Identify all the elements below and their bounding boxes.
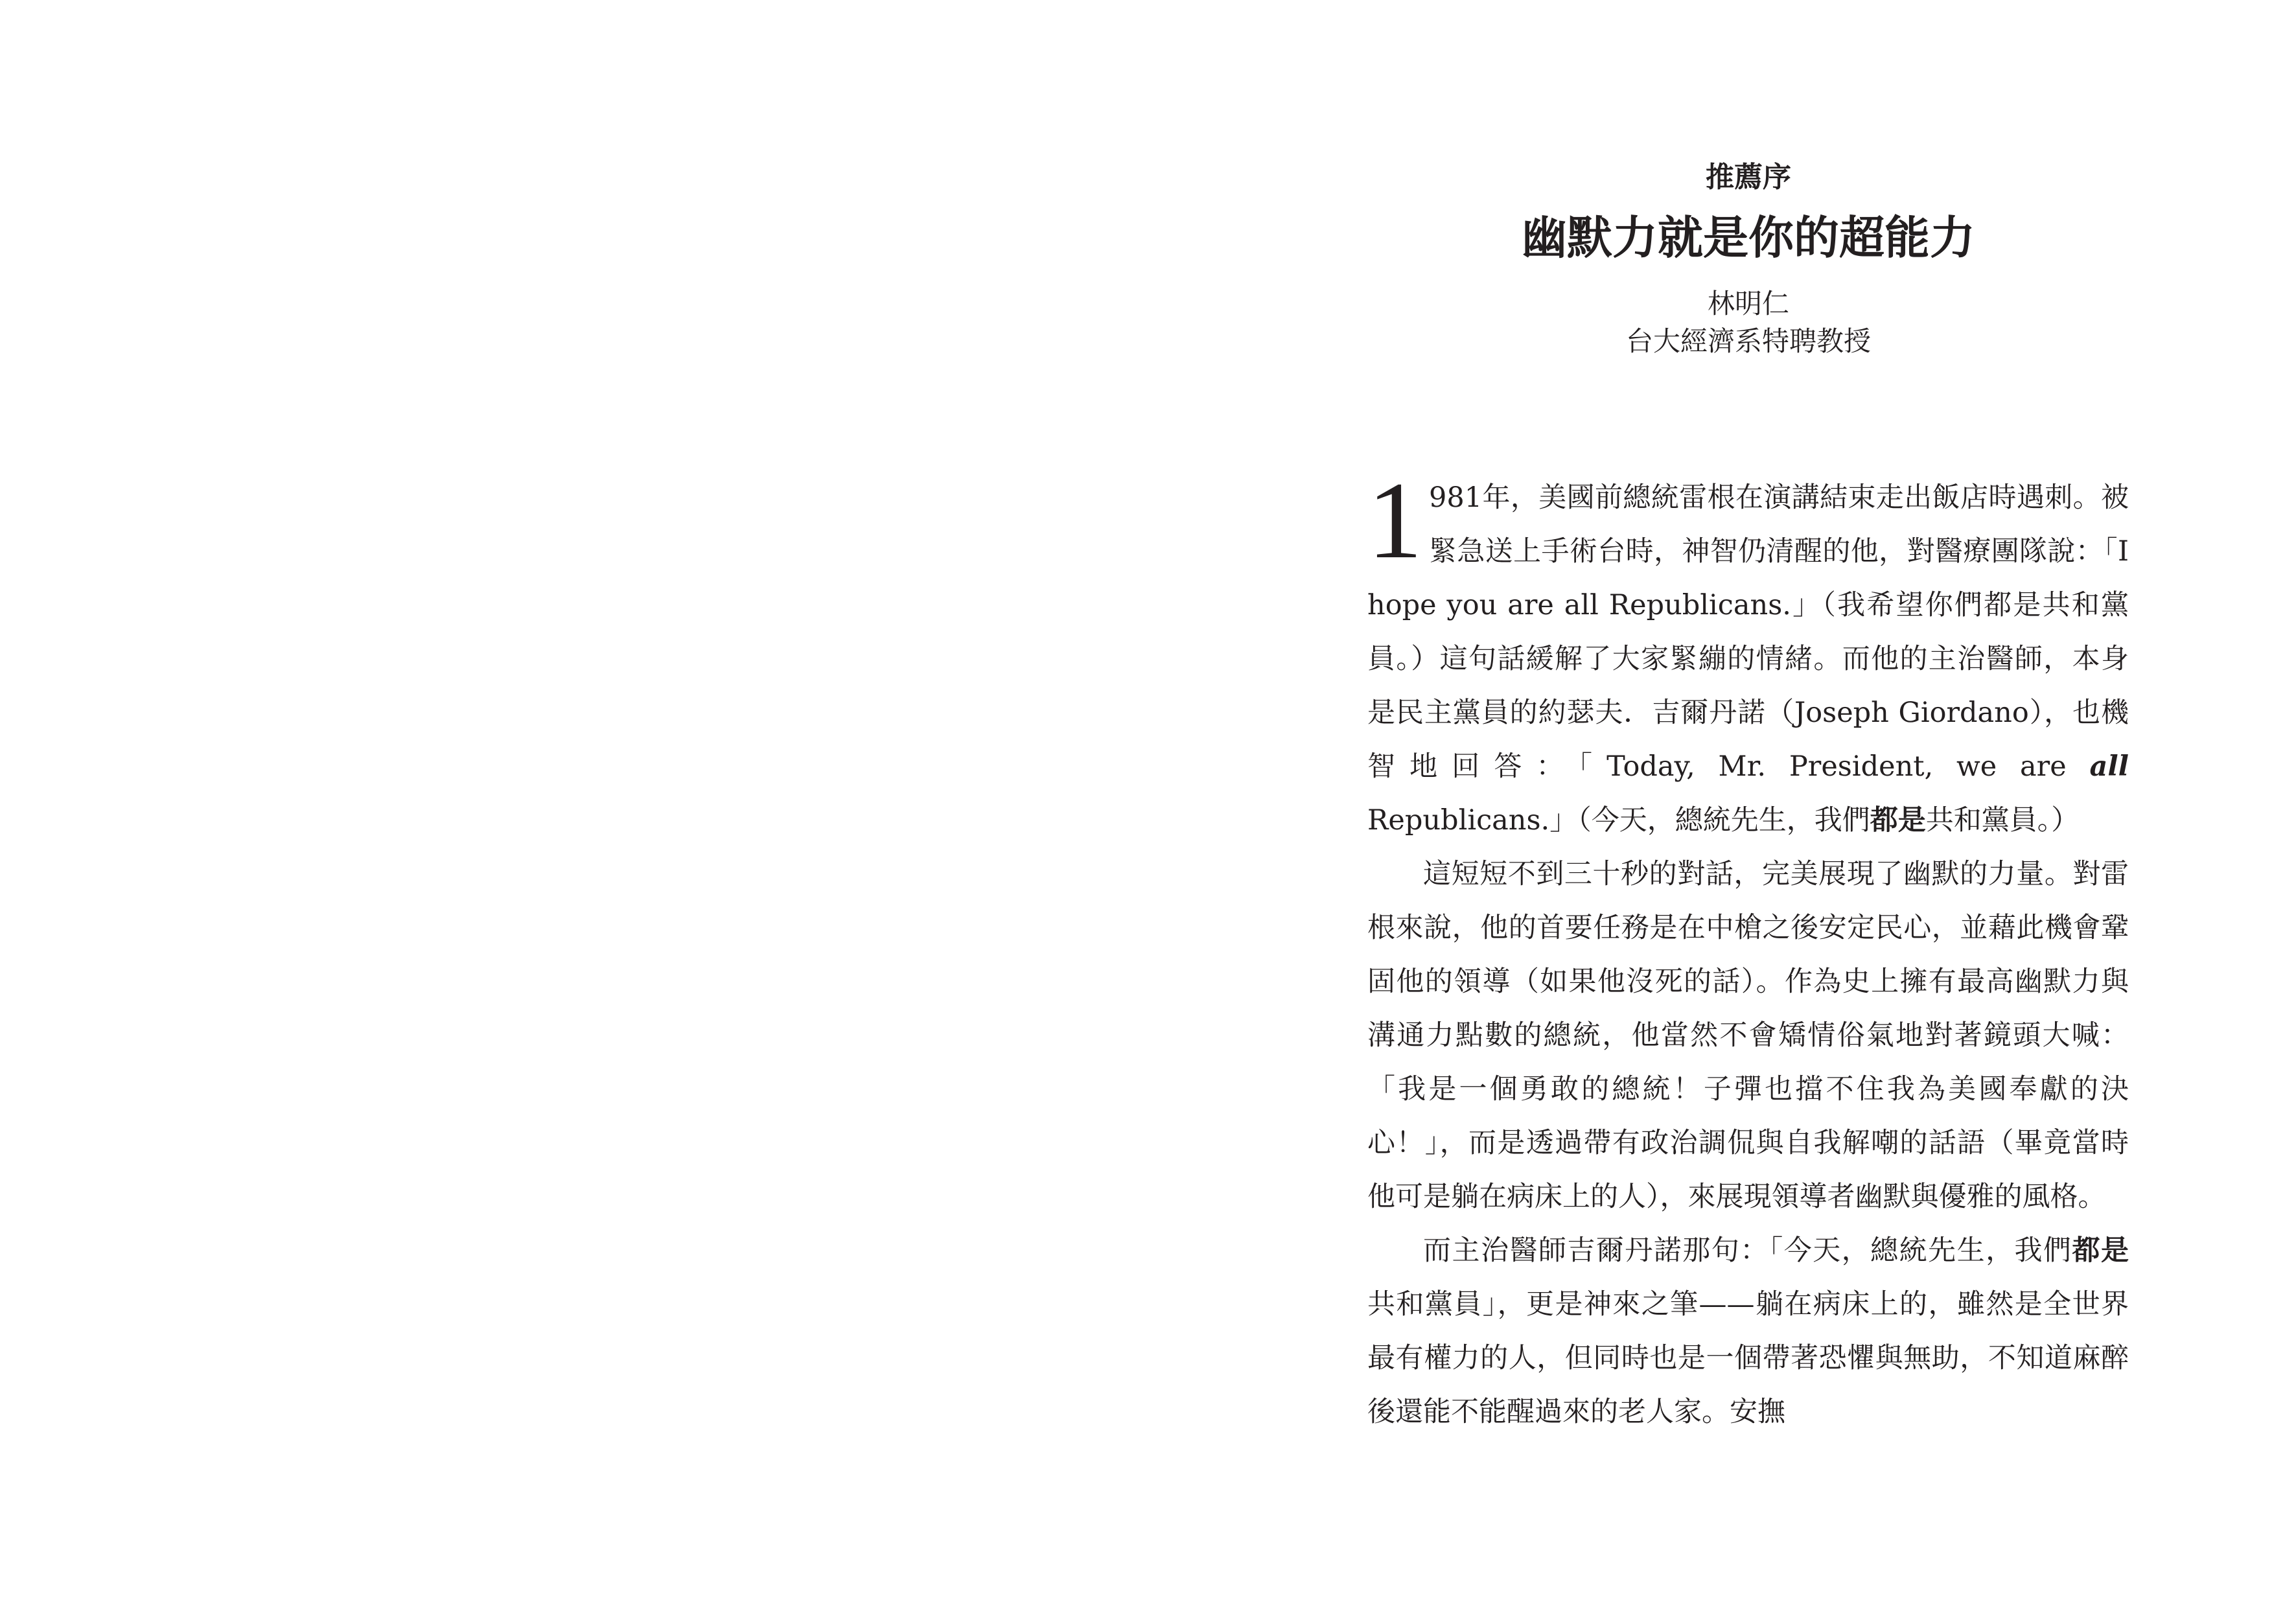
- author-affiliation: 台大經濟系特聘教授: [1625, 325, 1872, 357]
- emphasis-dou-shi: 都是: [1870, 804, 1926, 837]
- author-name: 林明仁: [1707, 288, 1790, 319]
- drop-cap: 1: [1367, 459, 1422, 581]
- paragraph-3-text-a: 而主治醫師吉爾丹諾那句：「今天，總統先生，我們: [1423, 1234, 2072, 1267]
- paragraph-1-text-a: 981年，美國前總統雷根在演講結束走出飯店時遇刺。被緊急送上手術台時，神智仍清醒的他，對醫療團隊說：「I hope you are all Republicans.」（我希望你們都是共和黨員。）這句話緩解了大家緊繃的情緒。而他的主治醫師，本身是民主黨員的約瑟夫．吉爾丹諾（Joseph Giordano），也機智地回答：「Today, Mr. President, we are: [1367, 481, 2129, 783]
- preface-title: 幽默力就是你的超能力: [1522, 211, 1975, 264]
- preface-body: [1367, 459, 2129, 1439]
- paragraph-1-text-c: 共和黨員。）: [1925, 804, 2080, 837]
- paragraph-2: 這短短不到三十秒的對話，完美展現了幽默的力量。對雷根來說，他的首要任務是在中槍之後安定民心，並藉此機會鞏固他的領導（如果他沒死的話）。作為史上擁有最高幽默力與溝通力點數的總統，他當然不會矯情俗氣地對著鏡頭大喊：「我是一個勇敢的總統！子彈也擋不住我為美國奉獻的決心！」，而是透過帶有政治調侃與自我解嘲的話語（畢竟當時他可是躺在病床上的人），來展現領導者幽默與優雅的風格。: [1367, 858, 2129, 1213]
- paragraph-1-text-b: Republicans.」（今天，總統先生，我們: [1367, 804, 1870, 837]
- emphasis-all: all: [2089, 750, 2129, 783]
- paragraph-3-text-b: 共和黨員」，更是神來之筆——躺在病床上的，雖然是全世界最有權力的人，但同時也是一個帶著恐懼與無助，不知道麻醉後還能不能醒過來的老人家。安撫: [1367, 1288, 2129, 1428]
- emphasis-dou-shi-2: 都是: [2072, 1234, 2129, 1267]
- section-label: 推薦序: [1706, 161, 1791, 194]
- paragraph-3: [1367, 1224, 2129, 1439]
- paragraph-1: [1367, 459, 2129, 848]
